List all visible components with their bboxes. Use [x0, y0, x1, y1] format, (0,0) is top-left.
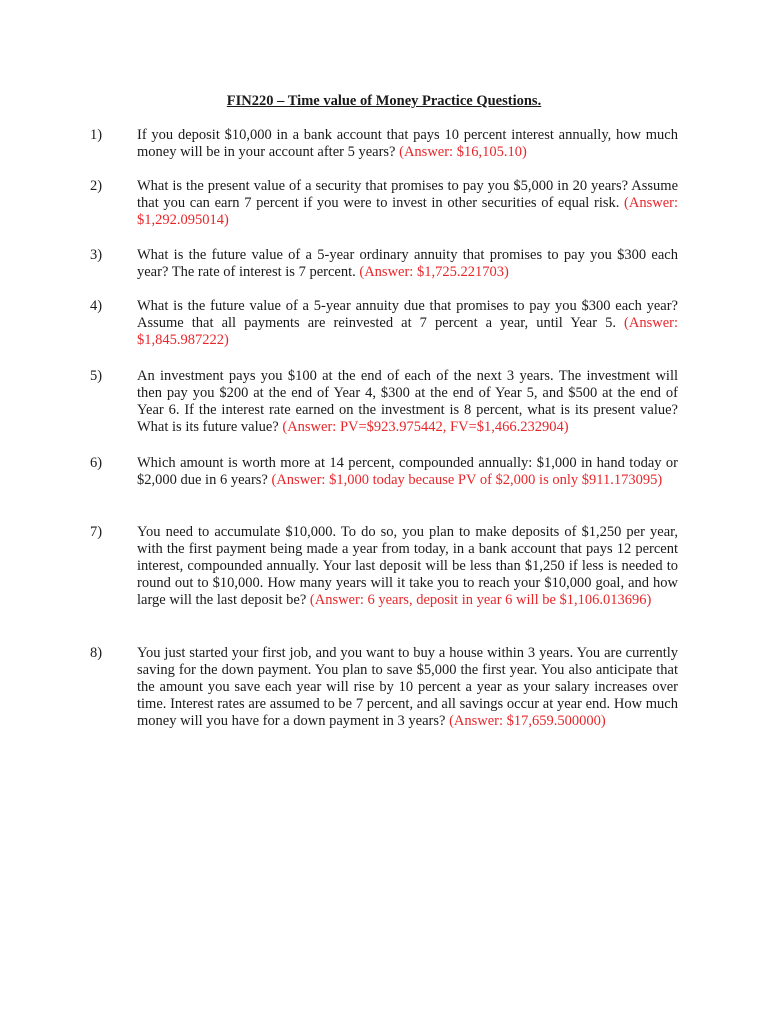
- question-number: 7): [90, 524, 103, 540]
- question-text: [137, 127, 678, 161]
- question-number: 4): [90, 298, 103, 314]
- question-text: [137, 645, 678, 730]
- page-title: FIN220 – Time value of Money Practice Questions.: [226, 93, 542, 109]
- question-number: 3): [90, 247, 103, 263]
- answer-text: (Answer: PV=$923.975442, FV=$1,466.232904): [282, 419, 569, 435]
- question-body: An investment pays you $100 at the end of each of the next 3 years. The investment will then pay you $200 at the end of Year 4, $300 at the end of Year 5, and $500 at the end of Year 6. If the interest rate earned on the investment is 8 percent, what is its present value? What is its future value?: [137, 368, 678, 435]
- question-body: What is the present value of a security that promises to pay you $5,000 in 20 years? Assume that you can earn 7 percent if you were to invest in other securities of equal risk.: [137, 178, 678, 211]
- question-body: Which amount is worth more at 14 percent, compounded annually: $1,000 in hand today or $2,000 due in 6 years?: [137, 455, 678, 488]
- question-text: [137, 247, 678, 281]
- question-body: What is the future value of a 5-year ordinary annuity that promises to pay you $300 each year? The rate of interest is 7 percent.: [137, 247, 678, 280]
- question-body: What is the future value of a 5-year annuity due that promises to pay you $300 each year? Assume that all payments are reinvested at 7 percent a year, until Year 5.: [137, 298, 678, 331]
- answer-text: (Answer: $17,659.500000): [449, 713, 606, 729]
- question-number: 1): [90, 127, 103, 143]
- question-number: 6): [90, 455, 103, 471]
- answer-text: (Answer: $1,725.221703): [359, 264, 509, 280]
- question-text: [137, 524, 678, 609]
- question-text: [137, 368, 678, 436]
- question-number: 5): [90, 368, 103, 384]
- question-text: [137, 178, 678, 229]
- question-body: You need to accumulate $10,000. To do so, you plan to make deposits of $1,250 per year, with the first payment being made a year from today, in a bank account that pays 12 percent interest, compounded annually. Your last deposit will be less than $1,250 if less is needed to round out to $10,000. How many years will it take you to reach your $10,000 goal, and how large will the last deposit be?: [137, 524, 678, 608]
- answer-text: (Answer: $16,105.10): [399, 144, 527, 160]
- answer-text: (Answer: $1,292.095014): [137, 195, 679, 228]
- question-number: 8): [90, 645, 103, 661]
- answer-text: (Answer: $1,845.987222): [137, 315, 678, 348]
- answer-text: (Answer: 6 years, deposit in year 6 will be $1,106.013696): [309, 592, 652, 608]
- question-body: You just started your first job, and you want to buy a house within 3 years. You are currently saving for the down payment. You plan to save $5,000 the first year. You also anticipate that the amount you save each year will rise by 10 percent a year as your salary increases over time. Interest rates are assumed to be 7 percent, and all savings occur at year end. How much money will you have for a down payment in 3 years?: [137, 645, 678, 729]
- question-body: If you deposit $10,000 in a bank account that pays 10 percent interest annually, how much money will be in your account after 5 years?: [137, 127, 678, 160]
- question-text: [137, 298, 678, 349]
- question-number: 2): [90, 178, 103, 194]
- question-text: [137, 455, 678, 489]
- answer-text: (Answer: $1,000 today because PV of $2,000 is only $911.173095): [271, 472, 663, 488]
